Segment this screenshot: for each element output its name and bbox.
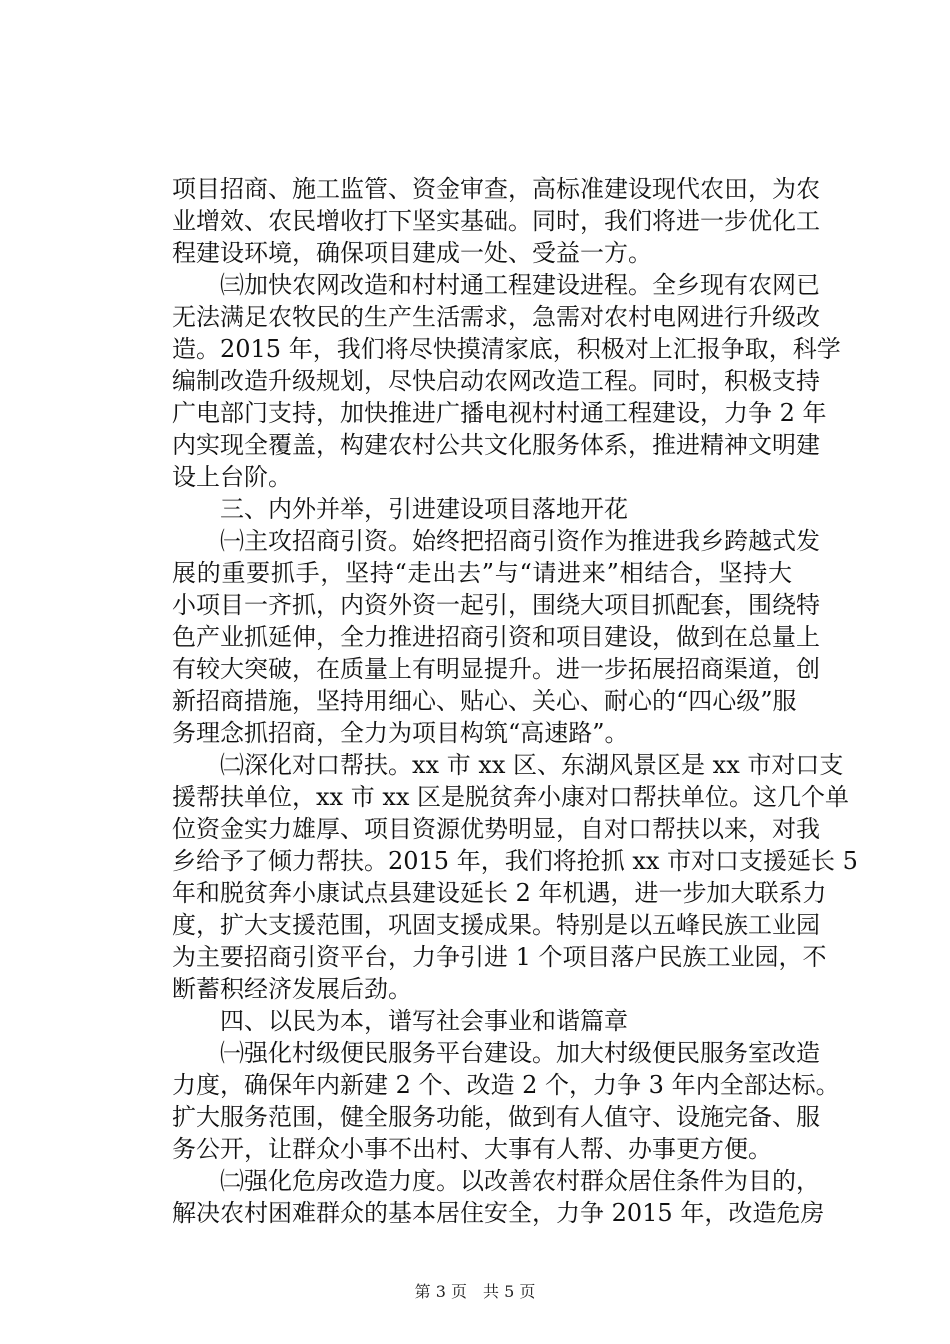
text-line: 项目招商、施工监管、资金审查，高标准建设现代农田，为农 xyxy=(172,175,820,203)
text-line: 展的重要抓手，坚持“走出去”与“请进来”相结合，坚持大 xyxy=(172,559,792,587)
text-line: 有较大突破，在质量上有明显提升。进一步拓展招商渠道，创 xyxy=(172,655,820,683)
page-footer: 第 3 页 共 5 页 xyxy=(414,1282,536,1301)
text-line: 解决农村困难群众的基本居住安全，力争 2015 年，改造危房 xyxy=(172,1199,825,1227)
text-line: ㈢加快农网改造和村村通工程建设进程。全乡现有农网已 xyxy=(172,271,820,299)
text-line: 新招商措施，坚持用细心、贴心、关心、耐心的“四心级”服 xyxy=(172,687,797,715)
text-line: 无法满足农牧民的生产生活需求，急需对农村电网进行升级改 xyxy=(172,303,820,331)
text-line: 力度，确保年内新建 2 个、改造 2 个，力争 3 年内全部达标。 xyxy=(172,1071,840,1099)
text-line: 度，扩大支援范围，巩固支援成果。特别是以五峰民族工业园 xyxy=(172,911,820,939)
text-line: 务理念抓招商，全力为项目构筑“高速路”。 xyxy=(172,719,629,747)
text-line: ㈡深化对口帮扶。xx 市 xx 区、东湖风景区是 xx 市对口支 xyxy=(172,751,844,779)
text-line: ㈠主攻招商引资。始终把招商引资作为推进我乡跨越式发 xyxy=(172,527,820,555)
text-line: ㈠强化村级便民服务平台建设。加大村级便民服务室改造 xyxy=(172,1039,820,1067)
text-line: 位资金实力雄厚、项目资源优势明显，自对口帮扶以来，对我 xyxy=(172,815,820,843)
text-line: 广电部门支持，加快推进广播电视村村通工程建设，力争 2 年 xyxy=(172,399,827,427)
text-line: 造。2015 年，我们将尽快摸清家底，积极对上汇报争取，科学 xyxy=(172,335,841,363)
text-line: 年和脱贫奔小康试点县建设延长 2 年机遇，进一步加大联系力 xyxy=(172,879,827,907)
text-line: 务公开，让群众小事不出村、大事有人帮、办事更方便。 xyxy=(172,1135,772,1163)
text-line: 援帮扶单位，xx 市 xx 区是脱贫奔小康对口帮扶单位。这几个单 xyxy=(172,783,850,811)
text-line: 断蓄积经济发展后劲。 xyxy=(172,975,412,1003)
text-line: 内实现全覆盖，构建农村公共文化服务体系，推进精神文明建 xyxy=(172,431,820,459)
text-line: 扩大服务范围，健全服务功能，做到有人值守、设施完备、服 xyxy=(172,1103,820,1131)
text-line: 业增效、农民增收打下坚实基础。同时，我们将进一步优化工 xyxy=(172,207,820,235)
body-text xyxy=(172,173,858,1229)
text-line: 乡给予了倾力帮扶。2015 年，我们将抢抓 xx 市对口支援延长 5 xyxy=(172,847,858,875)
text-line: 设上台阶。 xyxy=(172,463,292,491)
text-line: ㈡强化危房改造力度。以改善农村群众居住条件为目的， xyxy=(172,1167,820,1195)
text-line: 为主要招商引资平台，力争引进 1 个项目落户民族工业园，不 xyxy=(172,943,827,971)
text-line: 色产业抓延伸，全力推进招商引资和项目建设，做到在总量上 xyxy=(172,623,820,651)
section-heading: 三、内外并举，引进建设项目落地开花 xyxy=(172,495,628,523)
text-line: 编制改造升级规划，尽快启动农网改造工程。同时，积极支持 xyxy=(172,367,820,395)
text-line: 小项目一齐抓，内资外资一起引，围绕大项目抓配套，围绕特 xyxy=(172,591,820,619)
section-heading: 四、以民为本，谱写社会事业和谐篇章 xyxy=(172,1007,628,1035)
text-line: 程建设环境，确保项目建成一处、受益一方。 xyxy=(172,239,652,267)
